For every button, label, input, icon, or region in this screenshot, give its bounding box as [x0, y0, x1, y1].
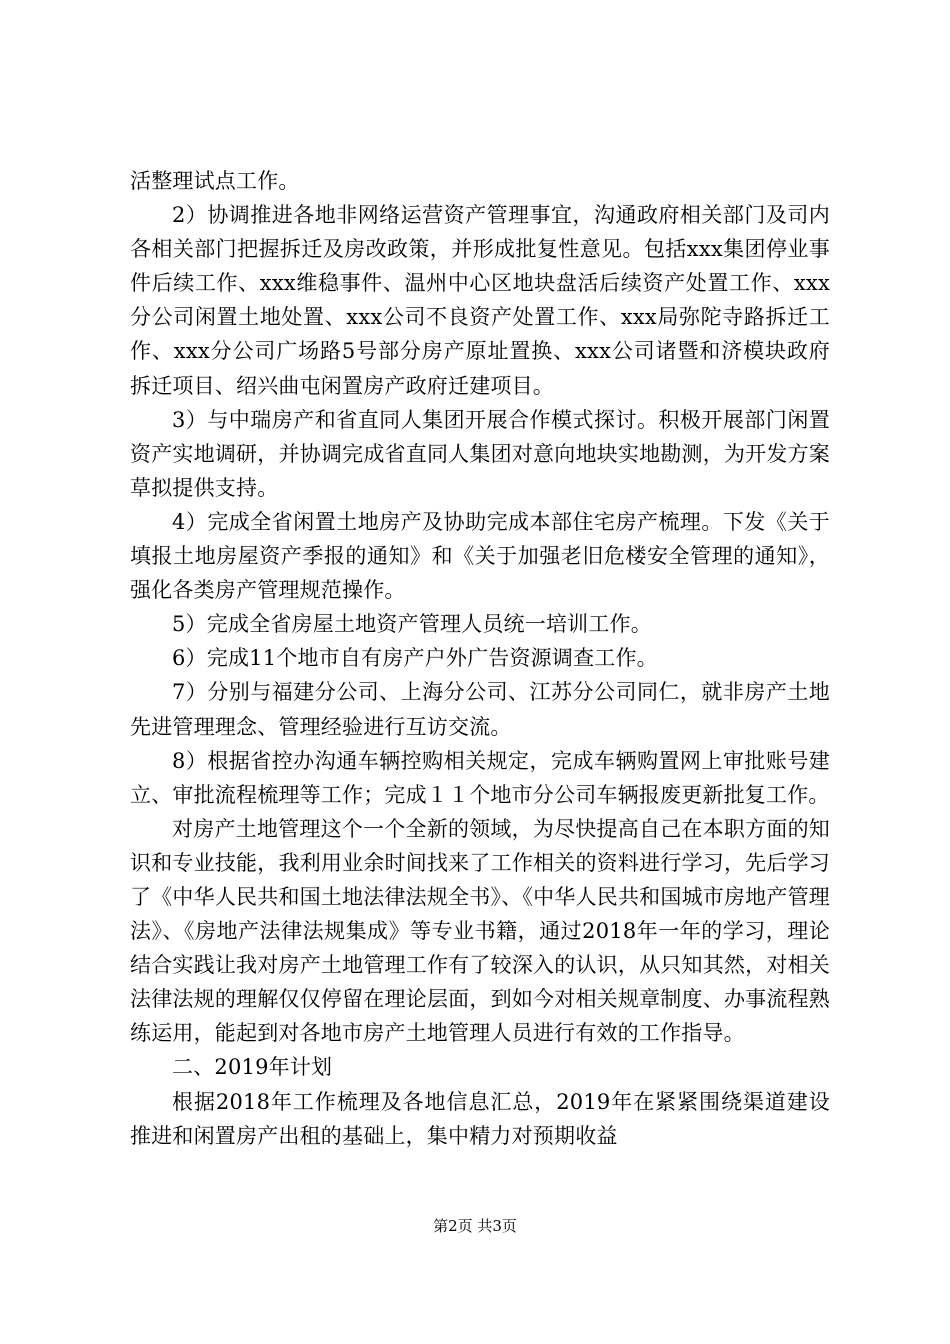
- paragraph: 对房产土地管理这个一个全新的领域，为尽快提高自己在本职方面的知识和专业技能，我利用业余时间找来了工作相关的资料进行学习，先后学习了《中华人民共和国土地法律法规全书》、《中华人民共和国城市房地产管理法》、《房地产法律法规集成》等专业书籍，通过2018年一年的学习，理论结合实践让我对房产土地管理工作有了较深入的认识，从只知其然，对相关法律法规的理解仅仅停留在理论层面，到如今对相关规章制度、办事流程熟练运用，能起到对各地市房产土地管理人员进行有效的工作指导。: [130, 816, 830, 1046]
- paragraph: 2）协调推进各地非网络运营资产管理事宜，沟通政府相关部门及司内各相关部门把握拆迁及房改政策，并形成批复性意见。包括xxx集团停业事件后续工作、xxx维稳事件、温州中心区地块盘活后续资产处置工作、xxx分公司闲置土地处置、xxx公司不良资产处置工作、xxx局弥陀寺路拆迁工作、xxx分公司广场路5号部分房产原址置换、xxx公司诸暨和济模块政府拆迁项目、绍兴曲屯闲置房产政府迁建项目。: [130, 203, 830, 398]
- paragraph: 4）完成全省闲置土地房产及协助完成本部住宅房产梳理。下发《关于填报土地房屋资产季报的通知》和《关于加强老旧危楼安全管理的通知》，强化各类房产管理规范操作。: [130, 509, 830, 603]
- paragraph: 5）完成全省房屋土地资产管理人员统一培训工作。: [172, 612, 652, 637]
- page-footer: 第2页 共3页: [433, 1217, 517, 1235]
- paragraph: 8）根据省控办沟通车辆控购相关规定，完成车辆购置网上审批账号建立、审批流程梳理等工作；完成１１个地市分公司车辆报废更新批复工作。: [130, 748, 830, 807]
- paragraph: 7）分别与福建分公司、上海分公司、江苏分公司同仁，就非房产土地先进管理理念、管理经验进行互访交流。: [130, 680, 830, 739]
- paragraph: 二、2019年计划: [172, 1055, 333, 1080]
- document-body: [130, 164, 830, 1153]
- paragraph: 3）与中瑞房产和省直同人集团开展合作模式探讨。积极开展部门闲置资产实地调研，并协调完成省直同人集团对意向地块实地勘测，为开发方案草拟提供支持。: [130, 407, 830, 500]
- paragraph: 根据2018年工作梳理及各地信息汇总，2019年在紧紧围绕渠道建设推进和闲置房产出租的基础上，集中精力对预期收益: [130, 1089, 830, 1148]
- paragraph: 6）完成11个地市自有房产户外广告资源调查工作。: [172, 646, 658, 671]
- paragraph: 活整理试点工作。: [130, 169, 300, 193]
